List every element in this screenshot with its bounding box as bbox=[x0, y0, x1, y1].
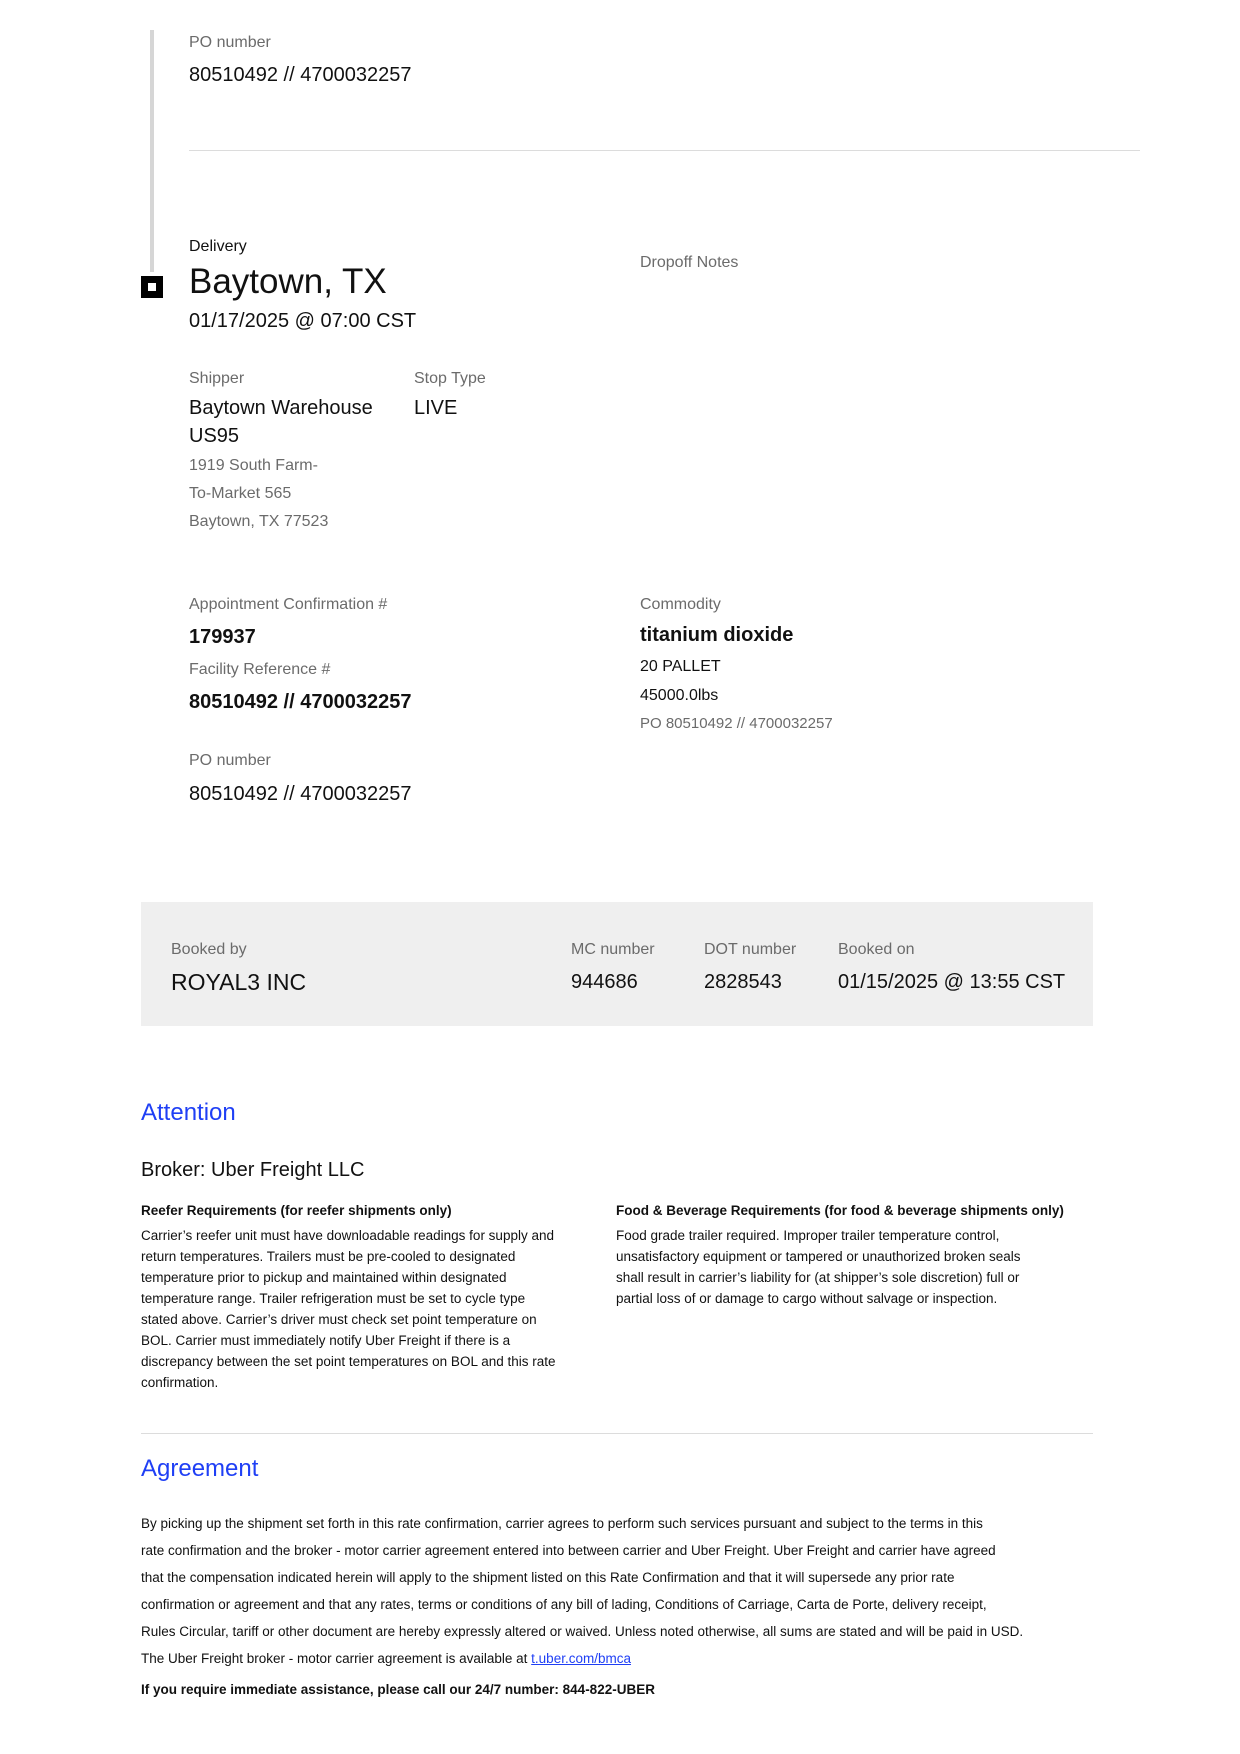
broker-line: Broker: Uber Freight LLC bbox=[141, 1159, 365, 1181]
agreement-title: Agreement bbox=[141, 1455, 259, 1482]
delivery-po-label: PO number bbox=[189, 752, 271, 769]
reefer-line: BOL. Carrier must immediately notify Uber Freight if there is a bbox=[141, 1333, 511, 1348]
shipper-name-line2: US95 bbox=[189, 425, 240, 447]
commodity-value: titanium dioxide bbox=[640, 624, 794, 646]
agreement-line: confirmation or agreement and that any rates, terms or conditions of any bill of lading, Conditions of Carriage, Carta de Porte, delivery receipt, bbox=[141, 1597, 987, 1612]
assistance-line: If you require immediate assistance, please call our 24/7 number: 844-822-UBER bbox=[141, 1682, 655, 1697]
commodity-po: PO 80510492 // 4700032257 bbox=[640, 715, 833, 732]
timeline-line bbox=[150, 30, 154, 272]
booked-by-value: ROYAL3 INC bbox=[171, 969, 307, 995]
po-label: PO number bbox=[189, 34, 271, 51]
commodity-label: Commodity bbox=[640, 596, 721, 613]
delivery-po-value: 80510492 // 4700032257 bbox=[189, 783, 412, 805]
shipper-label: Shipper bbox=[189, 370, 245, 387]
delivery-city: Baytown, TX bbox=[189, 262, 387, 301]
divider bbox=[189, 150, 1140, 151]
booked-on-value: 01/15/2025 @ 13:55 CST bbox=[838, 971, 1066, 993]
stop-type-label: Stop Type bbox=[414, 370, 486, 387]
mc-value: 944686 bbox=[571, 971, 638, 993]
dot-value: 2828543 bbox=[704, 971, 782, 993]
shipper-address-line3: Baytown, TX 77523 bbox=[189, 513, 329, 530]
agreement-link-prefix: The Uber Freight broker - motor carrier agreement is available at bbox=[141, 1651, 528, 1666]
reefer-line: temperature prior to pickup and maintained within designated bbox=[141, 1270, 507, 1285]
agreement-line: that the compensation indicated herein will apply to the shipment listed on this Rate Confirmation and that it will supersede any prior rate bbox=[141, 1570, 955, 1585]
agreement-body bbox=[141, 1510, 1101, 1703]
commodity-pallets: 20 PALLET bbox=[640, 658, 721, 675]
booked-on-label: Booked on bbox=[838, 941, 915, 958]
appointment-label: Appointment Confirmation # bbox=[189, 596, 388, 613]
reefer-line: stated above. Carrier’s driver must check set point temperature on bbox=[141, 1312, 537, 1327]
shipper-address-line1: 1919 South Farm- bbox=[189, 457, 318, 474]
agreement-line: By picking up the shipment set forth in this rate confirmation, carrier agrees to perform such services pursuant and subject to the terms in this bbox=[141, 1516, 983, 1531]
reefer-line: Carrier’s reefer unit must have downloadable readings for supply and bbox=[141, 1228, 554, 1243]
divider bbox=[141, 1433, 1093, 1434]
agreement-line: rate confirmation and the broker - motor carrier agreement entered into between carrier and Uber Freight. Uber Freight and carrier have agreed bbox=[141, 1543, 996, 1558]
appointment-value: 179937 bbox=[189, 626, 256, 648]
bmca-link[interactable]: t.uber.com/bmca bbox=[531, 1651, 631, 1666]
reefer-line: discrepancy between the set point temperatures on BOL and this rate bbox=[141, 1354, 556, 1369]
commodity-weight: 45000.0lbs bbox=[640, 687, 719, 704]
mc-label: MC number bbox=[571, 941, 655, 958]
booked-by-label: Booked by bbox=[171, 941, 247, 958]
po-value: 80510492 // 4700032257 bbox=[189, 64, 412, 86]
shipper-name-line1: Baytown Warehouse bbox=[189, 397, 373, 419]
stop-square-icon bbox=[141, 276, 163, 298]
food-line: partial loss of or damage to cargo without salvage or inspection. bbox=[616, 1291, 998, 1306]
reefer-requirements bbox=[141, 1200, 591, 1393]
dropoff-notes-label: Dropoff Notes bbox=[640, 254, 739, 271]
food-line: Food grade trailer required. Improper trailer temperature control, bbox=[616, 1228, 1000, 1243]
facility-ref-label: Facility Reference # bbox=[189, 661, 331, 678]
food-line: unsatisfactory equipment or tampered or unauthorized broken seals bbox=[616, 1249, 1021, 1264]
reefer-line: confirmation. bbox=[141, 1375, 219, 1390]
food-line: shall result in carrier’s liability for (at shipper’s sole discretion) full or bbox=[616, 1270, 1020, 1285]
reefer-line: temperature range. Trailer refrigeration must be set to cycle type bbox=[141, 1291, 526, 1306]
reefer-line: return temperatures. Trailers must be pre-cooled to designated bbox=[141, 1249, 516, 1264]
reefer-title: Reefer Requirements (for reefer shipments only) bbox=[141, 1203, 452, 1218]
delivery-datetime: 01/17/2025 @ 07:00 CST bbox=[189, 310, 417, 332]
stop-type-value: LIVE bbox=[414, 397, 458, 419]
stop-type-heading: Delivery bbox=[189, 238, 247, 255]
attention-title: Attention bbox=[141, 1099, 236, 1126]
food-beverage-requirements bbox=[616, 1200, 1096, 1309]
agreement-link-line bbox=[141, 1645, 1101, 1672]
facility-ref-value: 80510492 // 4700032257 bbox=[189, 691, 412, 713]
food-title: Food & Beverage Requirements (for food & beverage shipments only) bbox=[616, 1203, 1064, 1218]
dot-label: DOT number bbox=[704, 941, 797, 958]
booked-panel bbox=[141, 902, 1093, 1026]
shipper-address-line2: To-Market 565 bbox=[189, 485, 292, 502]
agreement-line: Rules Circular, tariff or other document are hereby expressly altered or waived. Unless noted otherwise, all sums are stated and will be paid in USD. bbox=[141, 1624, 1024, 1639]
